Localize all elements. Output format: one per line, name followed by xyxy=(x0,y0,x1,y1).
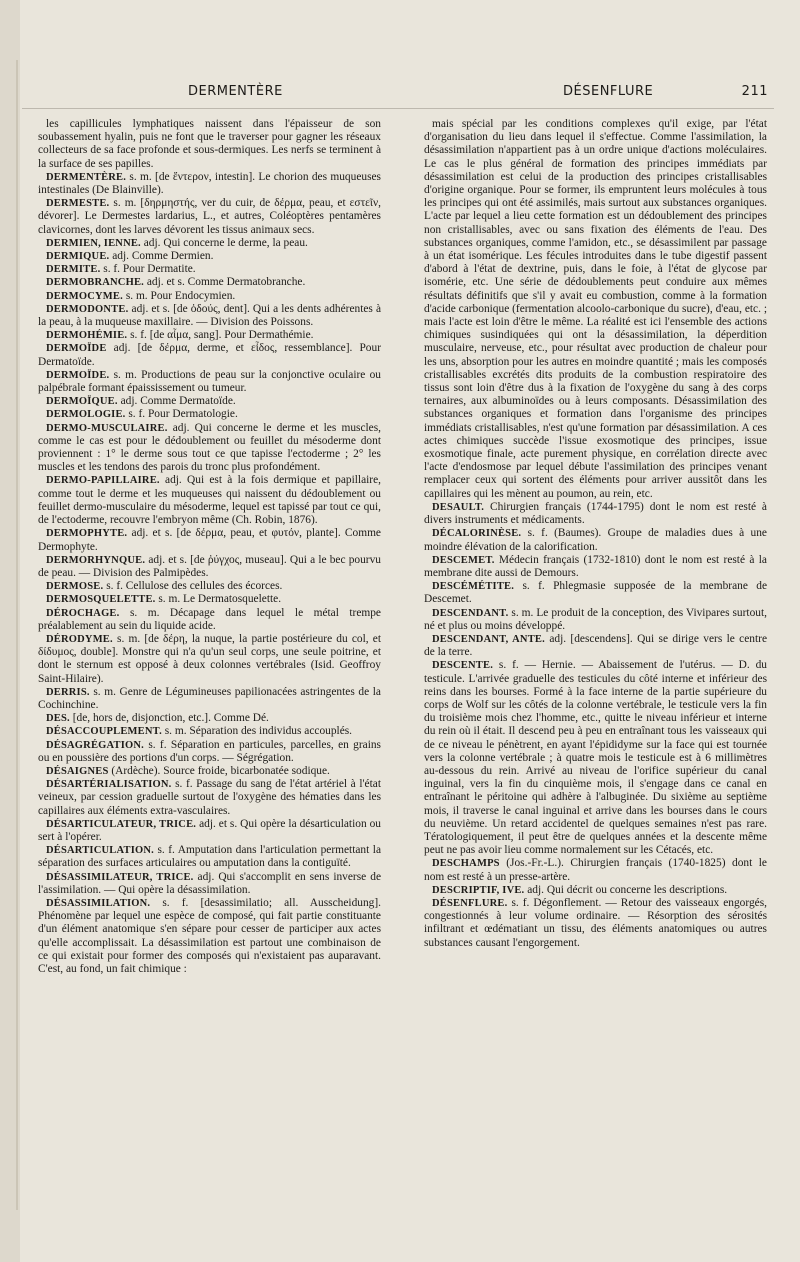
entry-definition: s. f. Cellulose des cellules des écorces. xyxy=(106,580,283,593)
entry-headword: DÉSAGRÉGATION. xyxy=(46,739,144,751)
entry-definition: adj. Comme Dermatoïde. xyxy=(120,395,236,408)
entry-headword: DES. xyxy=(46,713,70,725)
dictionary-entry xyxy=(424,118,767,501)
dictionary-entry xyxy=(38,554,381,580)
dictionary-entry xyxy=(38,897,381,976)
entry-definition: adj. et s. [de ὀδούς, dent]. Qui a les dents adhérentes à la peau, à la muqueuse maxillaire. — Division des Poissons. xyxy=(38,302,382,329)
entry-headword: DERMITE. xyxy=(46,264,101,276)
dictionary-entry xyxy=(424,857,767,883)
entry-headword: DERMIQUE. xyxy=(46,251,110,263)
entry-headword: DERMOSE. xyxy=(46,581,104,593)
entry-definition: Médecin français (1732-1810) dont le nom est resté à la membrane dite aussi de Demours. xyxy=(424,553,767,579)
entry-headword: DERMOBRANCHE. xyxy=(46,277,144,289)
entry-headword: DÉSAIGNES xyxy=(46,765,109,777)
dictionary-entry xyxy=(38,250,381,263)
entry-definition: s. m. Pour Endocymien. xyxy=(125,289,236,302)
entry-headword: DERMOÏDE xyxy=(46,343,107,355)
entry-headword: DÉSENFLURE. xyxy=(432,897,508,909)
entry-headword: DESCENDANT. xyxy=(432,607,509,619)
dictionary-entry xyxy=(38,237,381,250)
entry-headword: DERMENTÈRE. xyxy=(46,171,127,183)
entry-definition: adj. et s. Qui opère la désarticulation ou sert à l'opérer. xyxy=(38,817,381,843)
entry-headword: DERMOHÉMIE. xyxy=(46,330,128,342)
binding-edge xyxy=(16,60,18,1210)
dictionary-entry xyxy=(38,408,381,421)
dictionary-entry xyxy=(38,778,381,818)
entry-definition: adj. Qui décrit ou concerne les descriptions. xyxy=(527,883,728,896)
entry-definition: s. f. Pour Dermatite. xyxy=(103,263,196,276)
entry-headword: DERMODONTE. xyxy=(46,303,129,315)
entry-headword: DESCHAMPS xyxy=(432,858,500,870)
entry-headword: DESAULT. xyxy=(432,501,485,513)
entry-headword: DERRIS. xyxy=(46,686,90,698)
entry-definition: s. m. [δηρμηστής, ver du cuir, de δέρμα, peau, et εστεῖν, dévorer]. Le Dermestes lardarius, L., et autres, Coléoptères pentamères clavicornes, dont les larves dévorent les tissus animaux secs. xyxy=(38,197,381,236)
entry-definition: s. f. Dégonflement. — Retour des vaisseaux engorgés, congestionnés à leur volume ordinaire. — Résorption des sérosités infiltrant et œdématiant un tissu, des éléments anatomiques ou autres substances causant l'engorgement. xyxy=(424,896,767,949)
dictionary-entry xyxy=(38,739,381,765)
entry-definition: s. m. Le Dermatosquelette. xyxy=(158,593,282,606)
entry-definition: s. m. [de δέρη, la nuque, la partie postérieure du col, et δίδυμος, double]. Monstre qui n'a qu'un seul corps, une seule poitrine, et dont le sternum est opposé à deux colonnes vertébrales (Isid. Geoffroy Saint-Hilaire). xyxy=(38,632,381,685)
entry-headword: DÉSASSIMILATEUR, TRICE. xyxy=(46,871,194,883)
entry-headword: DERMOÏDE. xyxy=(46,369,110,381)
dictionary-entry xyxy=(424,897,767,950)
entry-headword: DERMOLOGIE. xyxy=(46,409,126,421)
entry-definition: s. f. Pour Dermatologie. xyxy=(128,408,238,421)
entry-headword: DESCRIPTIF, IVE. xyxy=(432,884,525,896)
entry-definition: s. f. [de αἷμα, sang]. Pour Dermathémie. xyxy=(130,329,314,342)
entry-definition: s. m. [de ἔντερον, intestin]. Le chorion des muqueuses intestinales (De Blainville). xyxy=(38,170,381,197)
dictionary-entry xyxy=(38,276,381,289)
dictionary-entry xyxy=(38,395,381,408)
dictionary-entry xyxy=(424,633,767,659)
dictionary-entry xyxy=(38,118,381,171)
entry-definition: s. m. Séparation des individus accouplés. xyxy=(164,725,353,738)
dictionary-entry xyxy=(424,501,767,527)
entry-headword: DERMO-MUSCULAIRE. xyxy=(46,422,168,434)
dictionary-entry xyxy=(38,342,381,368)
page-number: 211 xyxy=(741,84,768,99)
dictionary-entry xyxy=(38,474,381,527)
entry-headword: DERMIEN, IENNE. xyxy=(46,237,141,249)
dictionary-entry xyxy=(38,871,381,897)
entry-definition: (Jos.-Fr.-L.). Chirurgien français (1740-1825) dont le nom est resté à un presse-artère. xyxy=(424,857,767,883)
entry-definition: s. m. Genre de Légumineuses papilionacées astringentes de la Cochinchine. xyxy=(38,685,381,711)
dictionary-entry xyxy=(38,765,381,778)
entry-definition: s. m. Productions de peau sur la conjonctive oculaire ou palpébrale formant épaississement ou tumeur. xyxy=(38,368,381,395)
entry-definition: adj. et s. [de δέρμα, peau, et φυτόν, plante]. Comme Dermophyte. xyxy=(38,527,381,553)
entry-definition: adj. et s. Comme Dermatobranche. xyxy=(146,276,306,289)
entry-definition: s. f. Phlegmasie supposée de la membrane de Descemet. xyxy=(424,580,767,606)
dictionary-entry xyxy=(38,329,381,342)
dictionary-entry xyxy=(424,527,767,553)
entry-definition: adj. [de δέρμα, derme, et εἶδος, ressemblance]. Pour Dermatoïde. xyxy=(38,342,381,368)
entry-definition: s. f. — Hernie. — Abaissement de l'utérus. — D. du testicule. L'arrivée graduelle des testicules du côté interne et inférieur des reins dans les bourses. Formé à la face interne de la partie supérieure du corps de Wolf sur les côtés de la colonne vertébrale, le testicule vers la fin du troisième mois chez l'homme, etc., quitte le niveau inférieur et interne du rein où il était. Il descend peu à peu en entraînant tous les vaisseaux qui de ce niveau le pénètrent, en ayant l'épididyme sur la face qui est tournée vers la colonne vertébrale ; à quatre mois le testicule est à 6 millimètres au-dessous du rein. Arrivé au niveau de l'orifice supérieur du canal inguinal, vers la fin du cinquième mois, il s'engage dans ce canal en entraînant le péritoine qui adhère à l'albuginée. Du sixième au septième mois, il traverse le canal inguinal et arrive dans les bourses dans le cours du neuvième. Un retard accidentel de quelques semaines n'est pas rare. Tératologiquement, il peut être de quelques années et la descente même peut ne pas avoir lieu comme normalement sur les Cétacés, etc. xyxy=(424,659,767,857)
dictionary-entry xyxy=(38,303,381,329)
entry-headword: DERMOÏQUE. xyxy=(46,396,118,408)
header-left-word: DERMENTÈRE xyxy=(188,84,283,99)
entry-headword: DESCEMET. xyxy=(432,554,495,566)
entry-definition: s. m. Décapage dans lequel le métal trempe préalablement au sein du liquide acide. xyxy=(38,606,381,632)
entry-headword: DESCENTE. xyxy=(432,660,494,672)
entry-headword: DERMOPHYTE. xyxy=(46,528,128,540)
entry-definition: (Ardèche). Source froide, bicarbonatée sodique. xyxy=(111,764,330,777)
dictionary-entry xyxy=(38,369,381,395)
dictionary-entry xyxy=(424,554,767,580)
entry-definition: s. m. Le produit de la conception, des Vivipares surtout, né et plus ou moins développé. xyxy=(424,606,767,632)
entry-definition: adj. Qui s'accomplit en sens inverse de l'assimilation. — Qui opère la désassimilation. xyxy=(38,870,381,896)
entry-headword: DERMOSQUELETTE. xyxy=(46,594,156,606)
entry-definition: adj. Qui est à la fois dermique et papillaire, comme tout le derme et les muqueuses qui naissent du dédoublement ou feuillet dermo-musculaire du mésoderme, lequel est tapissé par tout ce qui, de l'ectoderme, recouvre l'embryon même (Ch. Robin, 1876). xyxy=(38,474,381,527)
running-header xyxy=(38,84,768,104)
dictionary-entry xyxy=(38,593,381,606)
dictionary-entry xyxy=(424,607,767,633)
entry-headword: DÉCALORINÈSE. xyxy=(432,528,522,540)
entry-headword: DESCÉMÉTITE. xyxy=(432,581,515,593)
dictionary-entry xyxy=(38,290,381,303)
entry-headword: DERMO-PAPILLAIRE. xyxy=(46,475,160,487)
entry-definition: s. f. Passage du sang de l'état artériel à l'état veineux, par cession graduelle surtout de l'oxygène des hématies dans les capillaires aux éléments extra-vasculaires. xyxy=(38,778,381,817)
entry-definition: s. f. Amputation dans l'articulation permettant la séparation des surfaces articulaires ou amputation dans la contiguïté. xyxy=(38,844,381,870)
entry-headword: DESCENDANT, ANTE. xyxy=(432,633,545,645)
dictionary-entry xyxy=(38,725,381,738)
entry-definition: adj. Qui concerne le derme, la peau. xyxy=(143,236,308,249)
entry-definition: s. f. Séparation en particules, parcelles, en grains ou en poussière des portions d'un corps. — Ségrégation. xyxy=(38,738,381,764)
header-right-word: DÉSENFLURE xyxy=(563,84,654,99)
dictionary-entry xyxy=(424,884,767,897)
entry-headword: DERMOCYME. xyxy=(46,290,123,302)
dictionary-entry xyxy=(424,659,767,857)
entry-definition: adj. et s. [de ῥύγχος, museau]. Qui a le bec pourvu de peau. — Division des Palmipèdes. xyxy=(38,553,381,579)
entry-definition: s. f. (Baumes). Groupe de maladies dues à une moindre élévation de la calorification. xyxy=(424,527,767,553)
right-column xyxy=(424,118,767,950)
entry-headword: DÉSACCOUPLEMENT. xyxy=(46,726,162,738)
entry-headword: DÉSARTICULATEUR, TRICE. xyxy=(46,818,197,830)
entry-headword: DÉROCHAGE. xyxy=(46,607,120,619)
dictionary-entry xyxy=(38,527,381,553)
dictionary-entry xyxy=(38,263,381,276)
left-column xyxy=(38,118,381,976)
entry-definition: adj. Comme Dermien. xyxy=(112,250,214,263)
entry-definition: mais spécial par les conditions complexes qu'il exige, par l'état d'organisation du lieu dans lequel il s'effectue. Comme l'assimilation, la désassimilation n'appartient pas à un ordre unique d'actions moléculaires. Le cas le plus général de formation des principes immédiats par désassimilation est celui de la production des principes cristallisables d'origine organique. Pour se former, ils empruntent leurs molécules à tous les principes qui ont été assimilés, mais surtout aux substances organiques. L'acte par lequel a lieu cette formation est un dédoublement des principes non cristallisables, avec ou sans fixation des éléments de l'eau. Des substances organiques, comme l'amidon, etc., se désassimilent par passage à un état isomérique. Les fécules introduites dans le tube digestif passent d'abord à l'état de dextrine, puis, dans le foie, à l'état de glycose par isomérie, etc. Une série de dédoublements peut conduire aux mêmes résultats définitifs que s'il y avait eu combustion, comme à la formation d'acide carbonique (fermentation alcoolo-carbonique du sucre), d'eau, etc. ; mais l'acte est loin d'être le même. La réalité est ici l'ensemble des actions chimiques susindiquées qui ont la désassimilation, la déperdition musculaire, nerveuse, etc., pour résultat avec production de chaleur pour les uns, absorption pour les autres en moindre quantité ; mais les composés cristallisables excrétés dits produits de la combustion respiratoire des tissus sont loin d'être dus à la fixation de l'oxygène du sang à des corps ternaires, aux albuminoïdes ou à leurs composants. Désassimilation des substances organiques et formation dans l'organisme des principes immédiats cristallisables, n'est qu'une formation par désassimilation. A ces actes chimiques succède l'issue exosmotique des principes, issue exosmotique finale, acte purement physique, en corrélation directe avec l'acte d'endosmose par lequel débute l'assimilation des principes venant remplacer ceux qui sortent des éléments pour arriver aussitôt dans les capillaires qui les mènent au poumon, au rein, etc. xyxy=(424,118,767,500)
dictionary-entry xyxy=(38,686,381,712)
entry-definition: Chirurgien français (1744-1795) dont le nom est resté à divers instruments et médicaments. xyxy=(424,500,767,527)
entry-headword: DÉSASSIMILATION. xyxy=(46,897,151,909)
dictionary-entry xyxy=(38,712,381,725)
entry-headword: DERMESTE. xyxy=(46,198,110,210)
dictionary-entry xyxy=(38,633,381,686)
dictionary-entry xyxy=(38,197,381,237)
entry-definition: [de, hors de, disjonction, etc.]. Comme Dé. xyxy=(72,712,269,725)
dictionary-entry xyxy=(38,607,381,633)
dictionary-entry xyxy=(38,818,381,844)
entry-definition: s. f. [desassimilatio; all. Ausscheidung]. Phénomène par lequel une espèce de composé, qui fait partie constituante d'un élément anatomique s'en sépare pour cesser de participer aux actes qu'elle accomplissait. La désassimilation est partout une combinaison de ce qui existait pour former des composés qui n'existaient pas auparavant. C'est, au fond, un fait chimique : xyxy=(38,896,381,975)
entry-definition: adj. Qui concerne le derme et les muscles, comme le cas est pour le dédoublement ou feuillet du mésoderme dont proviennent : 1° le derme sous tout ce que tapisse l'ectoderme ; 2° les muscles et les tendons des parois du tronc plus profondément. xyxy=(38,421,381,474)
dictionary-entry xyxy=(424,580,767,606)
entry-definition: adj. [descendens]. Qui se dirige vers le centre de la terre. xyxy=(424,632,767,659)
entry-headword: DÉRODYME. xyxy=(46,633,113,645)
entry-definition: les capillicules lymphatiques naissent dans l'épaisseur de son soubassement hyalin, puis ne font que le traverser pour gagner les réseaux collecteurs de sa face profonde et sous-dermiques. Les nerfs se terminent à la surface de ses papilles. xyxy=(38,118,381,170)
dictionary-entry xyxy=(38,844,381,870)
dictionary-entry xyxy=(38,171,381,197)
entry-headword: DÉSARTICULATION. xyxy=(46,845,154,857)
entry-headword: DERMORHYNQUE. xyxy=(46,554,146,566)
dictionary-entry xyxy=(38,580,381,593)
dictionary-entry xyxy=(38,422,381,475)
entry-headword: DÉSARTÉRIALISATION. xyxy=(46,779,172,791)
header-rule xyxy=(22,108,774,109)
